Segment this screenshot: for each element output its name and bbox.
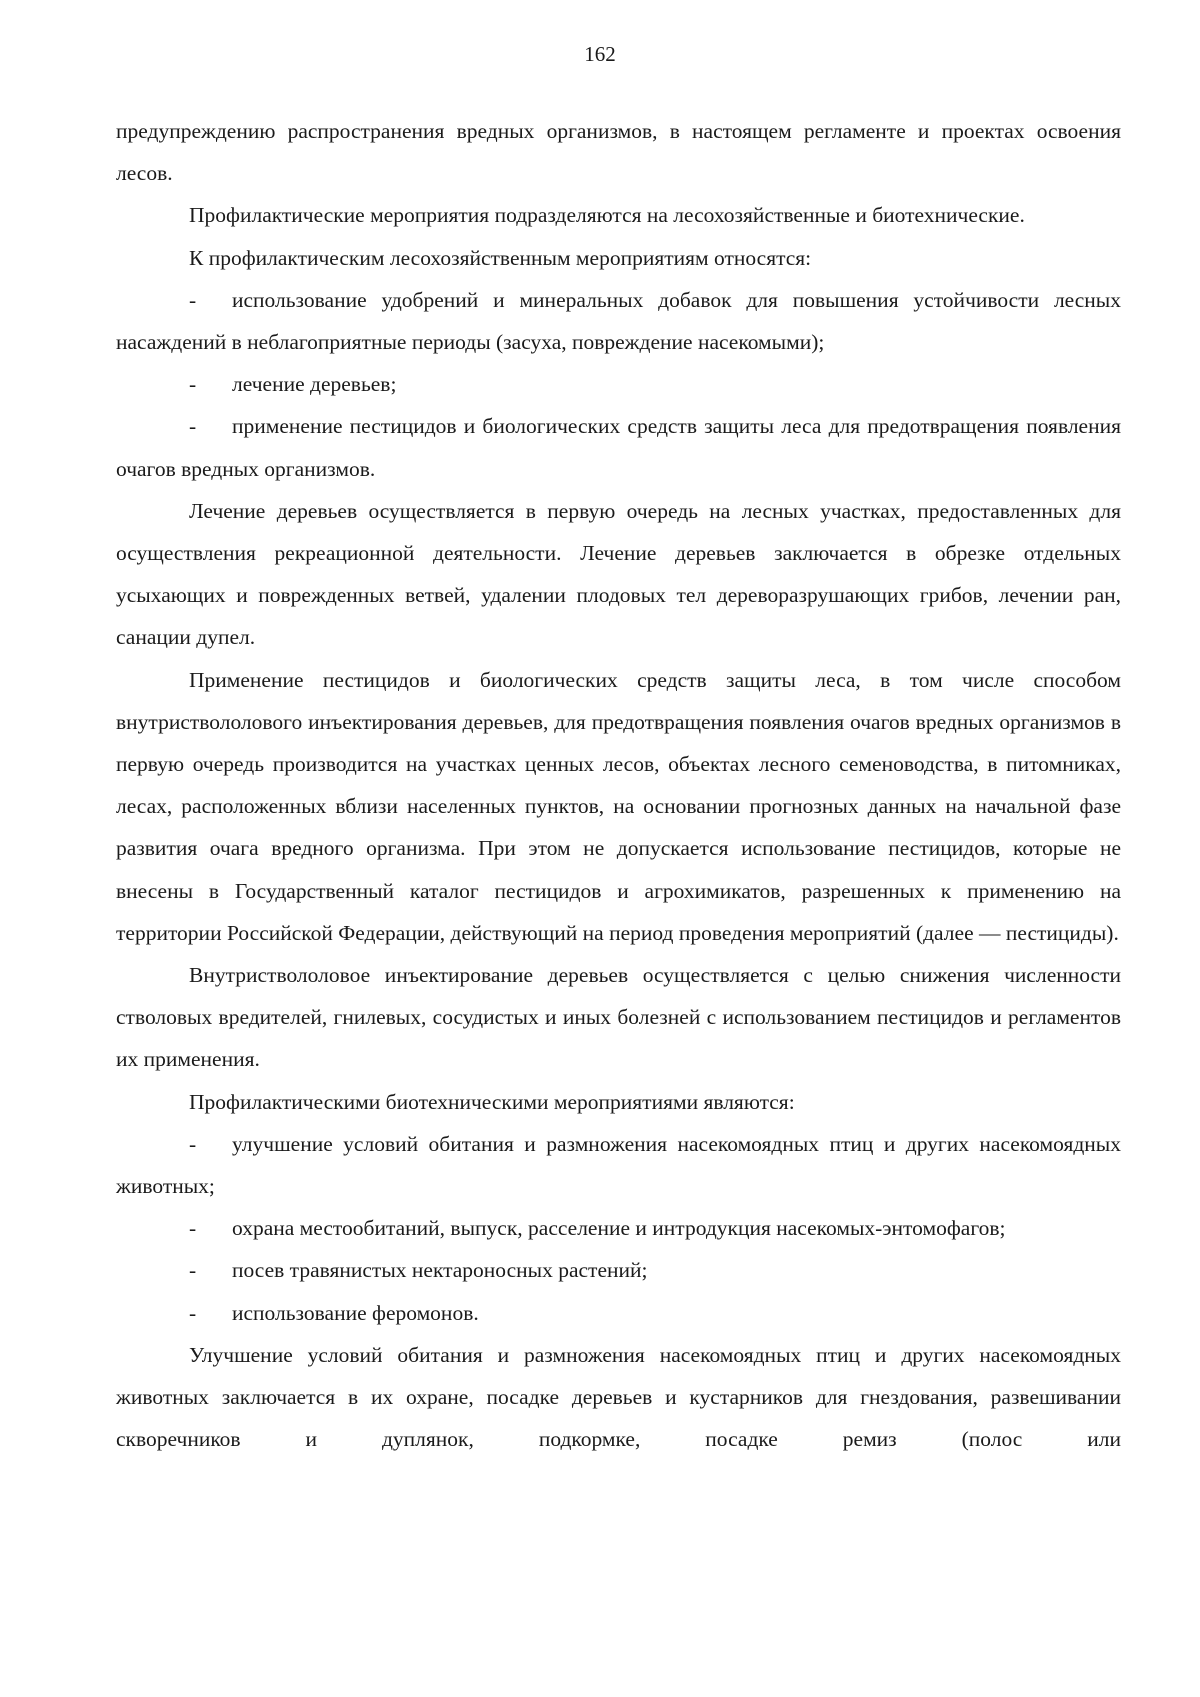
list-item [116,1292,1121,1334]
paragraph-continuation: предупреждению распространения вредных организмов, в настоящем регламенте и проектах освоения лесов. [116,119,1121,186]
page-number: 162 [584,42,616,66]
paragraph-preventive-measures: Профилактические мероприятия подразделяются на лесохозяйственные и биотехнические. [189,203,1025,228]
bullet-dash: - [189,1300,197,1325]
list-item [116,279,1121,363]
bullet-dash: - [189,287,197,312]
paragraph-pesticide-application: Применение пестицидов и биологических средств защиты леса, в том числе способом внутриствололового инъектирования деревьев, для предотвращения появления очагов вредных организмов в первую очередь производится на участках ценных лесов, объектах лесного семеноводства, в питомниках, лесах, расположенных вблизи населенных пунктов, на основании прогнозных данных на начальной фазе развития очага вредного организма. При этом не допускается использование пестицидов, которые не внесены в Государственный каталог пестицидов и агрохимикатов, разрешенных к применению на территории Российской Федерации, действующий на период проведения мероприятий (далее — пестициды). [116,667,1121,945]
paragraph-forestry-measures-intro: К профилактическим лесохозяйственным мероприятиям относятся: [189,245,812,270]
list-item-text: лечение деревьев; [232,372,397,397]
bullet-dash: - [189,414,197,439]
bullet-dash: - [189,372,197,397]
list-item [116,363,1121,405]
paragraph-tree-treatment: Лечение деревьев осуществляется в первую очередь на лесных участках, предоставленных для осуществления рекреационной деятельности. Лечение деревьев заключается в обрезке отдельных усыхающих и поврежденных ветвей, удалении плодовых тел дереворазрушающих грибов, лечении ран, санации дупел. [116,498,1121,650]
list-item [116,405,1121,489]
paragraph-injection: Внутриствололовое инъектирование деревьев осуществляется с целью снижения численности стволовых вредителей, гнилевых, сосудистых и иных болезней с использованием пестицидов и регламентов их применения. [116,963,1121,1072]
document-body [116,110,1121,1461]
list-item [116,1207,1121,1249]
bullet-dash: - [189,1216,197,1241]
bullet-dash: - [189,1258,197,1283]
list-item-text: посев травянистых нектароносных растений; [232,1258,648,1283]
list-item-text: использование феромонов. [232,1300,479,1325]
paragraph-bird-habitat: Улучшение условий обитания и размножения насекомоядных птиц и других насекомоядных животных заключается в их охране, посадке деревьев и кустарников для гнездования, развешивании скворечников и дуплянок, подкормке, посадке ремиз (полос или [116,1342,1121,1452]
paragraph-biotechnical-intro: Профилактическими биотехническими мероприятиями являются: [189,1089,795,1114]
list-item [116,1249,1121,1291]
list-item-text: применение пестицидов и биологических средств защиты леса для предотвращения появления очагов вредных организмов. [116,414,1121,481]
list-item-text: использование удобрений и минеральных добавок для повышения устойчивости лесных насаждений в неблагоприятные периоды (засуха, повреждение насекомыми); [116,287,1121,355]
list-item [116,1123,1121,1207]
bullet-dash: - [189,1131,197,1156]
list-item-text: улучшение условий обитания и размножения насекомоядных птиц и других насекомоядных животных; [116,1131,1121,1199]
list-item-text: охрана местообитаний, выпуск, расселение и интродукция насекомых-энтомофагов; [232,1216,1006,1241]
